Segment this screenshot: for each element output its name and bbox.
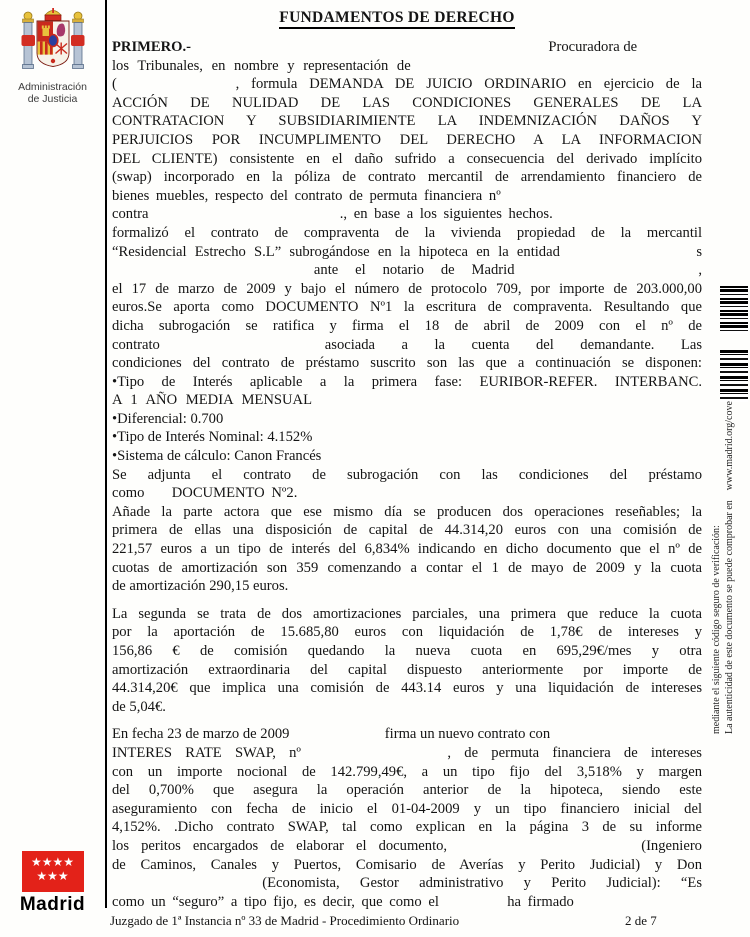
body-text-run: de Caminos, Canales y Puertos, Comisario de Averías y Perito Judicial) y Don [112, 856, 702, 873]
body-line [112, 484, 702, 503]
body-text-run: ante el notario de Madrid [313, 262, 515, 279]
body-line [112, 521, 702, 540]
body-text-run: como un “seguro” a tipo fijo, es decir, que como el [112, 893, 439, 910]
body-line [112, 373, 702, 392]
verification-text-line-1: mediante el siguiente código seguro de verificación: [711, 525, 722, 734]
body-line [112, 725, 702, 744]
body-line [112, 623, 702, 642]
body-text-run: s [696, 243, 703, 260]
redacted-gap [459, 848, 629, 850]
madrid-flag-stars: ★★★★ ★★★ [30, 855, 75, 883]
body-line [112, 187, 702, 206]
body-line [112, 428, 702, 447]
body-text-run: 4,152%. .Dicho contrato SWAP, tal como explican en la página 3 de su informe [112, 819, 702, 836]
body-text-run: INTERES RATE SWAP, nº [112, 744, 301, 761]
body-text-run: , de permuta financiera de intereses [447, 744, 702, 761]
body-line [112, 577, 702, 596]
body-line [112, 818, 702, 837]
redacted-gap [293, 736, 381, 738]
body-text [112, 38, 702, 911]
body-line [112, 112, 702, 131]
redacted-gap [195, 49, 545, 51]
body-text-run: Procuradora de [548, 39, 638, 55]
body-line [112, 38, 702, 57]
body-text-run: ( [112, 76, 117, 93]
body-line [112, 150, 702, 169]
body-text-run: ACCIÓN DE NULIDAD DE LAS CONDICIONES GENERALES DE LA [112, 94, 702, 111]
redacted-gap [112, 885, 242, 887]
body-text-run: bienes muebles, respecto del contrato de permuta financiera nº [112, 187, 501, 204]
body-text-run: los peritos encargados de elaborar el documento, [112, 837, 448, 854]
body-text-run: 221,57 euros a un tipo de interés del 6,834% indicando en dicho documento que el nº de [112, 541, 702, 558]
body-text-run: CONTRATACION Y SUBSIDIARIMIENTE LA INDEMNIZACIÓN DAÑOS Y [112, 113, 702, 130]
body-line [112, 744, 702, 763]
body-text-run: amortización extraordinaria del capital dispuesto anteriormente por importe de [112, 661, 702, 678]
body-text-run: el 17 de marzo de 2009 y bajo el número de protocolo 709, por importe de 203.000,00 [112, 280, 702, 297]
body-line [112, 763, 702, 782]
body-line [112, 280, 702, 299]
barcode-icon [720, 350, 748, 402]
caption-line-1: Administración [18, 81, 87, 93]
blank-line [112, 716, 702, 725]
body-line [112, 410, 702, 429]
body-line [112, 94, 702, 113]
body-line [112, 168, 702, 187]
redacted-gap [446, 904, 501, 906]
body-line [112, 298, 702, 317]
body-text-run: •Sistema de cálculo: Canon Francés [112, 448, 322, 465]
body-text-run: (Ingeniero [641, 837, 702, 854]
body-text-run: 44.314,20€ que implica una comisión de 443.14 euros y una liquidación de intereses [112, 680, 702, 697]
body-text-run: de 5,04€. [112, 698, 166, 715]
body-text-run: dicha subrogación se ratifica y firma el 18 de abril de 2009 con el nº de [112, 317, 702, 334]
body-text-run: •Tipo de Interés Nominal: 4.152% [112, 429, 313, 446]
body-line [112, 261, 702, 280]
body-text-run: condiciones del contrato de préstamo suscrito son las que a continuación se disponen: [112, 355, 702, 372]
body-line [112, 131, 702, 150]
body-text-run: con un importe nocional de 142.799,49€, a un tipo fijo del 3,518% y margen [112, 763, 702, 780]
body-line [112, 354, 702, 373]
body-text-run: cuotas de amortización son 359 comenzando a contar el 1 de mayo de 2009 y la cuota [112, 559, 702, 576]
redacted-gap [155, 216, 333, 218]
body-line [112, 57, 702, 76]
body-text-run: contrato [112, 336, 160, 353]
body-line [112, 75, 702, 94]
body-line [112, 800, 702, 819]
body-line [112, 559, 702, 578]
page-title: FUNDAMENTOS DE DERECHO [112, 9, 682, 27]
body-text-run: formalizó el contrato de compraventa de la vivienda propiedad de la mercantil [112, 224, 702, 241]
justice-administration-emblem [0, 8, 105, 105]
coat-of-arms-caption [0, 81, 105, 105]
body-text-run: (swap) incorporado en la póliza de contrato mercantil de arrendamiento financiero de [112, 169, 702, 186]
redacted-gap [186, 347, 298, 349]
body-text-bold: PRIMERO.- [112, 39, 192, 55]
body-text-run: Se adjunta el contrato de subrogación con las condiciones del préstamo [112, 466, 702, 483]
body-line [112, 605, 702, 624]
body-line [112, 893, 702, 912]
spain-coat-of-arms-icon [21, 61, 85, 78]
body-text-run: 156,86 € de comisión quedando la nueva cuota en 695,29€/mes y otra [112, 643, 702, 659]
body-text-run: En fecha 23 de marzo de 2009 [112, 726, 290, 743]
body-text-run: DEL CLIENTE) consistente en el daño sufrido a consecuencia del derivado implícito [112, 150, 702, 167]
body-line [112, 540, 702, 559]
redacted-gap [568, 254, 688, 256]
body-text-run: aseguramiento con fecha de inicio el 01-04-2009 y un tipo financiero inicial del [112, 800, 702, 817]
body-text-run: primera de ellas una disposición de capital de 44.314,20 euros con una comisión de [112, 522, 702, 539]
footer-court-label: Juzgado de 1ª Instancia nº 33 de Madrid - Procedimiento Ordinario [110, 913, 460, 928]
body-text-run: ha firmado [507, 893, 574, 910]
left-margin-divider [105, 0, 107, 908]
body-line [112, 781, 702, 800]
body-line [112, 874, 702, 893]
madrid-logo-label: Madrid [19, 894, 86, 915]
body-line [112, 642, 702, 661]
body-text-run: de amortización 290,15 euros. [112, 578, 289, 595]
body-line [112, 336, 702, 355]
body-line [112, 698, 702, 717]
blank-line [112, 596, 702, 605]
redacted-gap [314, 755, 434, 757]
barcode-icon [720, 286, 748, 334]
caption-line-2: de Justicia [27, 93, 78, 105]
body-text-run: (Economista, Gestor administrativo y Perito Judicial): “Es [262, 875, 702, 892]
vertical-verification-text [711, 400, 736, 734]
body-text-run: asociada a la cuenta del demandante. Las [324, 336, 703, 353]
redacted-gap [129, 86, 224, 88]
body-text-run: , formula DEMANDA DE JUICIO ORDINARIO en ejercicio de la [235, 76, 702, 93]
body-text-run: los Tribunales, en nombre y representación de [112, 57, 411, 74]
footer-page-number: 2 de 7 [625, 913, 657, 928]
body-line [112, 447, 702, 466]
body-text-run: del 0,700% que asegura la operación anterior de la hipoteca, siendo este [112, 782, 702, 799]
body-line [112, 205, 702, 224]
body-text-run: •Diferencial: 0.700 [112, 410, 224, 427]
redacted-gap [151, 495, 165, 497]
body-line [112, 317, 702, 336]
redacted-gap [112, 272, 297, 274]
body-text-run: Añade la parte actora que ese mismo día se producen dos operaciones reseñables; la [112, 503, 702, 520]
body-text-run: La segunda se trata de dos amortizaciones parciales, una primera que reduce la cuota [112, 605, 702, 622]
body-text-run: firma un nuevo contrato con [384, 726, 551, 743]
body-line [112, 679, 702, 698]
body-line [112, 856, 702, 875]
madrid-flag-icon [22, 851, 84, 892]
body-text-run: por la aportación de 15.685,80 euros con liquidación de 1,78€ de intereses y [112, 624, 702, 641]
verification-text-line-2: La autenticidad de este documento se puede comprobar en www.madrid.org/cove [723, 401, 735, 734]
body-text-run: •Tipo de Interés aplicable a la primera fase: EURIBOR-REFER. INTERBANC. [112, 373, 702, 390]
body-text-run: , [698, 262, 702, 279]
body-text-run: PERJUICIOS POR INCUMPLIMENTO DEL DERECHO A LA INFORMACION [112, 131, 702, 148]
madrid-community-logo [0, 851, 105, 916]
redacted-gap [531, 272, 681, 274]
body-line [112, 466, 702, 485]
body-line [112, 391, 702, 410]
body-line [112, 661, 702, 680]
body-line [112, 503, 702, 522]
body-text-run: “Residencial Estrecho S.L” subrogándose en la hipoteca en la entidad [112, 243, 560, 260]
body-line [112, 224, 702, 243]
body-line [112, 243, 702, 262]
body-text-run: como [112, 485, 145, 502]
body-text-run: DOCUMENTO Nº2. [171, 485, 298, 502]
body-text-run: ., en base a los siguientes hechos. [339, 206, 553, 223]
body-text-run: contra [112, 206, 149, 223]
body-text-run: euros.Se aporta como DOCUMENTO Nº1 la escritura de compraventa. Resultando que [112, 299, 702, 316]
body-text-run: A 1 AÑO MEDIA MENSUAL [112, 392, 312, 409]
body-line [112, 837, 702, 856]
